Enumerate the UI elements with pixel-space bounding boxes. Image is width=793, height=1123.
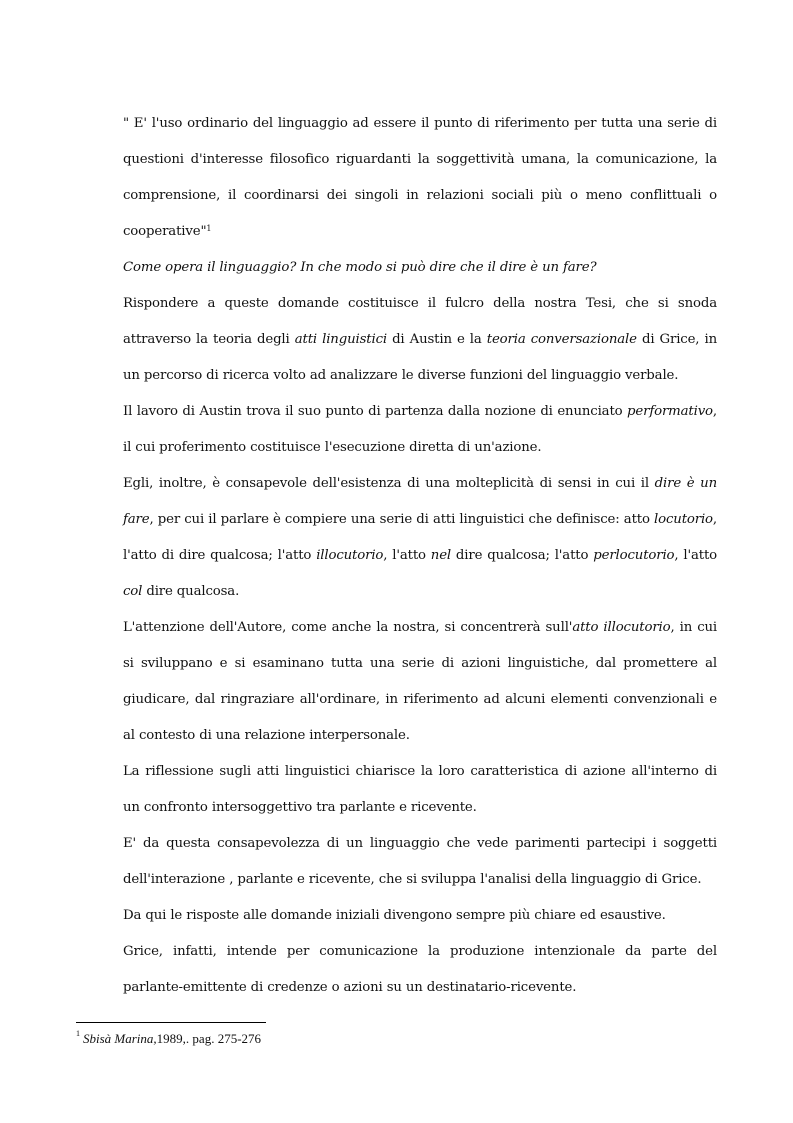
text-run: , il cui proferimento costituisce l'esecuzione diretta di un'azione. [123,404,717,455]
question-paragraph [123,250,717,286]
text-run: , in cui si sviluppano e si esaminano tutta una serie di azioni linguistiche, dal promettere al giudicare, dal ringraziare all'ordinare, in riferimento ad alcuni elementi convenzionali e al contesto di una relazione interpersonale. [123,620,718,743]
emphasis-text: performativo [627,404,713,419]
paragraph-thesis [123,286,717,394]
paragraph-speech-acts [123,466,717,610]
footnote-divider [76,1022,266,1023]
footnote-author: Sbisà Marina, [83,1031,157,1046]
emphasis-text: col [123,584,143,599]
emphasis-text: perlocutorio [593,548,675,563]
footnote-reference[interactable]: 1 [206,224,212,233]
footnote [76,1031,261,1047]
text-run: dire qualcosa. [142,584,240,599]
paragraph-reflection [123,754,717,826]
emphasis-text: atti linguistici [294,332,387,347]
text-run: di Grice, in un percorso di ricerca volto ad analizzare le diverse funzioni del linguaggio verbale. [123,332,718,383]
footnote-citation: 1989,. pag. 275-276 [156,1031,262,1046]
text-run: , l'atto di dire qualcosa; l'atto [123,512,717,563]
text-run: Il lavoro di Austin trova il suo punto di partenza dalla nozione di enunciato [123,404,628,419]
quote-paragraph [123,106,717,250]
text-run: , l'atto [383,548,431,563]
emphasis-text: atto illocutorio [572,620,671,635]
question-text: Come opera il linguaggio? In che modo si può dire che il dire è un fare? [123,260,597,275]
paragraph-illocutionary [123,610,717,754]
text-run: La riflessione sugli atti linguistici chiarisce la loro caratteristica di azione all'interno di un confronto intersoggettivo tra parlante e ricevente. [123,764,717,815]
paragraph-grice-analysis [123,826,717,898]
paragraph-communication [123,934,717,1006]
text-run: Rispondere a queste domande costituisce il fulcro della nostra Tesi, che si snoda attraverso la teoria degli [123,296,717,347]
quote-text: " E' l'uso ordinario del linguaggio ad essere il punto di riferimento per tutta una serie di questioni d'interesse filosofico riguardanti la soggettività umana, la comunicazione, la comprensione, il coordinarsi dei singoli in relazioni sociali più o meno conflittuali o cooperative" [123,116,717,239]
text-run: Grice, infatti, intende per comunicazione la produzione intenzionale da parte del parlante-emittente di credenze o azioni su un destinatario-ricevente. [123,944,717,995]
paragraph-austin [123,394,717,466]
emphasis-text: dire è un fare [123,476,717,527]
emphasis-text: nel [430,548,452,563]
text-run: dire qualcosa; l'atto [451,548,594,563]
text-run: Da qui le risposte alle domande iniziali divengono sempre più chiare ed esaustive. [123,908,666,923]
text-run: di Austin e la [386,332,487,347]
emphasis-text: locutorio [654,512,713,527]
paragraph-answers [123,898,717,934]
text-run: Egli, inoltre, è consapevole dell'esistenza di una molteplicità di sensi in cui il [123,476,655,491]
text-run: L'attenzione dell'Autore, come anche la nostra, si concentrerà sull' [123,620,573,635]
text-run: E' da questa consapevolezza di un linguaggio che vede parimenti partecipi i soggetti dell'interazione , parlante e ricevente, che si sviluppa l'analisi della linguaggio di Grice. [123,836,717,887]
text-run: , l'atto [674,548,718,563]
footnote-number: 1 [76,1029,80,1038]
text-run: , per cui il parlare è compiere una serie di atti linguistici che definisce: atto [149,512,655,527]
emphasis-text: teoria conversazionale [486,332,637,347]
emphasis-text: illocutorio [316,548,384,563]
